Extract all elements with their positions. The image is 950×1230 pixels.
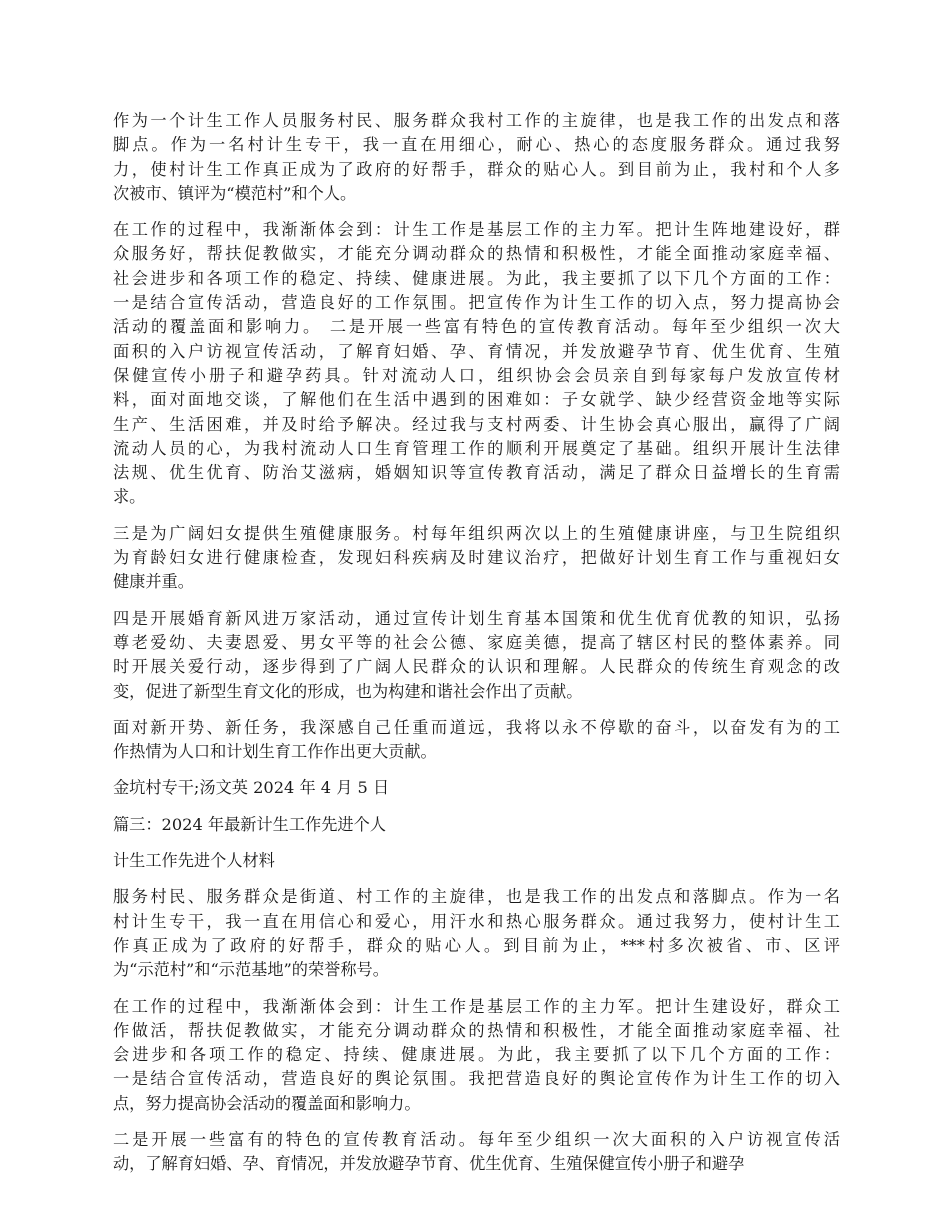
paragraph <box>113 716 840 765</box>
text-line: 时开展关爱行动，逐步得到了广阔人民群众的认识和理解。人民群众的传统生育观念的改 <box>113 657 840 677</box>
text-line: 计生工作先进个人材料 <box>113 851 275 871</box>
text-line: 三是为广阔妇女提供生殖健康服务。村每年组织两次以上的生殖健康讲座，与卫生院组织 <box>113 523 840 543</box>
text-line: 法规、优生优育、防治艾滋病，婚姻知识等宣传教育活动，满足了群众日益增长的生育需 <box>113 463 840 483</box>
paragraph <box>113 813 840 837</box>
paragraph <box>113 218 840 510</box>
text-line: 社会进步和各项工作的稳定、持续、健康进展。为此，我主要抓了以下几个方面的工作： <box>113 268 840 288</box>
text-line: 面对新开势、新任务，我深感自己任重而道远，我将以永不停歇的奋斗，以奋发有为的工 <box>113 717 840 737</box>
text-line: 会进步和各项工作的稳定、持续、健康进展。为此，我主要抓了以下几个方面的工作： <box>113 1045 840 1065</box>
text-line: 众服务好，帮扶促教做实，才能充分调动群众的热情和积极性，才能全面推动家庭幸福、 <box>113 244 840 264</box>
text-line: 作真正成为了政府的好帮手，群众的贴心人。到目前为止，***村多次被省、市、区评 <box>113 935 840 955</box>
paragraph <box>113 109 840 206</box>
text-line: 作做活，帮扶促教做实，才能充分调动群众的热情和积极性，才能全面推动家庭幸福、社 <box>113 1020 840 1040</box>
text-line: 在工作的过程中，我渐渐体会到：计生工作是基层工作的主力军。把计生阵地建设好，群 <box>113 220 840 240</box>
text-line: 活动的覆盖面和影响力。 二是开展一些富有特色的宣传教育活动。每年至少组织一次大 <box>113 317 840 337</box>
text-line: 脚点。作为一名村计生专干，我一直在用细心，耐心、热心的态度服务群众。通过我努 <box>113 135 840 155</box>
text-line: 作热情为人口和计划生育工作作出更大贡献。 <box>113 742 437 762</box>
text-line: 服务村民、服务群众是街道、村工作的主旋律，也是我工作的出发点和落脚点。作为一名 <box>113 887 840 907</box>
text-line: 流动人员的心，为我村流动人口生育管理工作的顺利开展奠定了基础。组织开展计生法律 <box>113 438 840 458</box>
text-line: 动，了解育妇婚、孕、育情况，并发放避孕节育、优生优育、生殖保健宣传小册子和避孕 <box>113 1154 745 1174</box>
text-line: 二是开展一些富有的特色的宣传教育活动。每年至少组织一次大面积的入户访视宣传活 <box>113 1129 840 1149</box>
text-line: 金坑村专干;汤文英 2024 年 4 月 5 日 <box>113 778 390 798</box>
text-line: 尊老爱幼、夫妻恩爱、男女平等的社会公德、家庭美德，提高了辖区村民的整体素养。同 <box>113 632 840 652</box>
text-line: 一是结合宣传活动，营造良好的舆论氛围。我把营造良好的舆论宣传作为计生工作的切入 <box>113 1069 840 1089</box>
document-page <box>113 109 840 1189</box>
paragraph <box>113 776 840 800</box>
text-line: 为“示范村”和“示范基地”的荣誉称号。 <box>113 960 389 980</box>
text-line: 四是开展婚育新风进万家活动，通过宣传计划生育基本国策和优生优育优教的知识，弘扬 <box>113 608 840 628</box>
text-line: 作为一个计生工作人员服务村民、服务群众我村工作的主旋律，也是我工作的出发点和落 <box>113 111 840 130</box>
text-line: 次被市、镇评为“模范村”和个人。 <box>113 183 357 203</box>
text-line: 保健宣传小册子和避孕药具。针对流动人口，组织协会会员亲自到每家每户发放宣传材 <box>113 365 840 385</box>
text-line: 面积的入户访视宣传活动，了解育妇婚、孕、育情况，并发放避孕节育、优生优育、生殖 <box>113 341 840 361</box>
text-line: 篇三：2024 年最新计生工作先进个人 <box>113 814 386 834</box>
text-line: 料，面对面地交谈，了解他们在生活中遇到的困难如：子女就学、缺少经营资金地等实际 <box>113 390 840 410</box>
text-line: 点，努力提高协会活动的覆盖面和影响力。 <box>113 1093 421 1113</box>
text-line: 在工作的过程中，我渐渐体会到：计生工作是基层工作的主力军。把计生建设好，群众工 <box>113 996 840 1016</box>
text-line: 生产、生活困难，并及时给予解决。经过我与支村两委、计生协会真心服出，赢得了广阔 <box>113 414 840 434</box>
text-line: 求。 <box>113 487 146 507</box>
text-line: 健康并重。 <box>113 572 194 592</box>
paragraph <box>113 885 840 982</box>
paragraph <box>113 1128 840 1177</box>
text-line: 一是结合宣传活动，营造良好的工作氛围。把宣传作为计生工作的切入点，努力提高协会 <box>113 293 840 313</box>
text-line: 村计生专干，我一直在用信心和爱心，用汗水和热心服务群众。通过我努力，使村计生工 <box>113 911 840 931</box>
paragraph <box>113 995 840 1116</box>
text-line: 力，使村计生工作真正成为了政府的好帮手，群众的贴心人。到目前为止，我村和个人多 <box>113 159 840 179</box>
paragraph <box>113 607 840 704</box>
text-line: 为育龄妇女进行健康检查，发现妇科疾病及时建议治疗，把做好计划生育工作与重视妇女 <box>113 548 840 568</box>
paragraph <box>113 522 840 595</box>
paragraph <box>113 849 840 873</box>
text-line: 变，促进了新型生育文化的形成，也为构建和谐社会作出了贡献。 <box>113 681 583 701</box>
